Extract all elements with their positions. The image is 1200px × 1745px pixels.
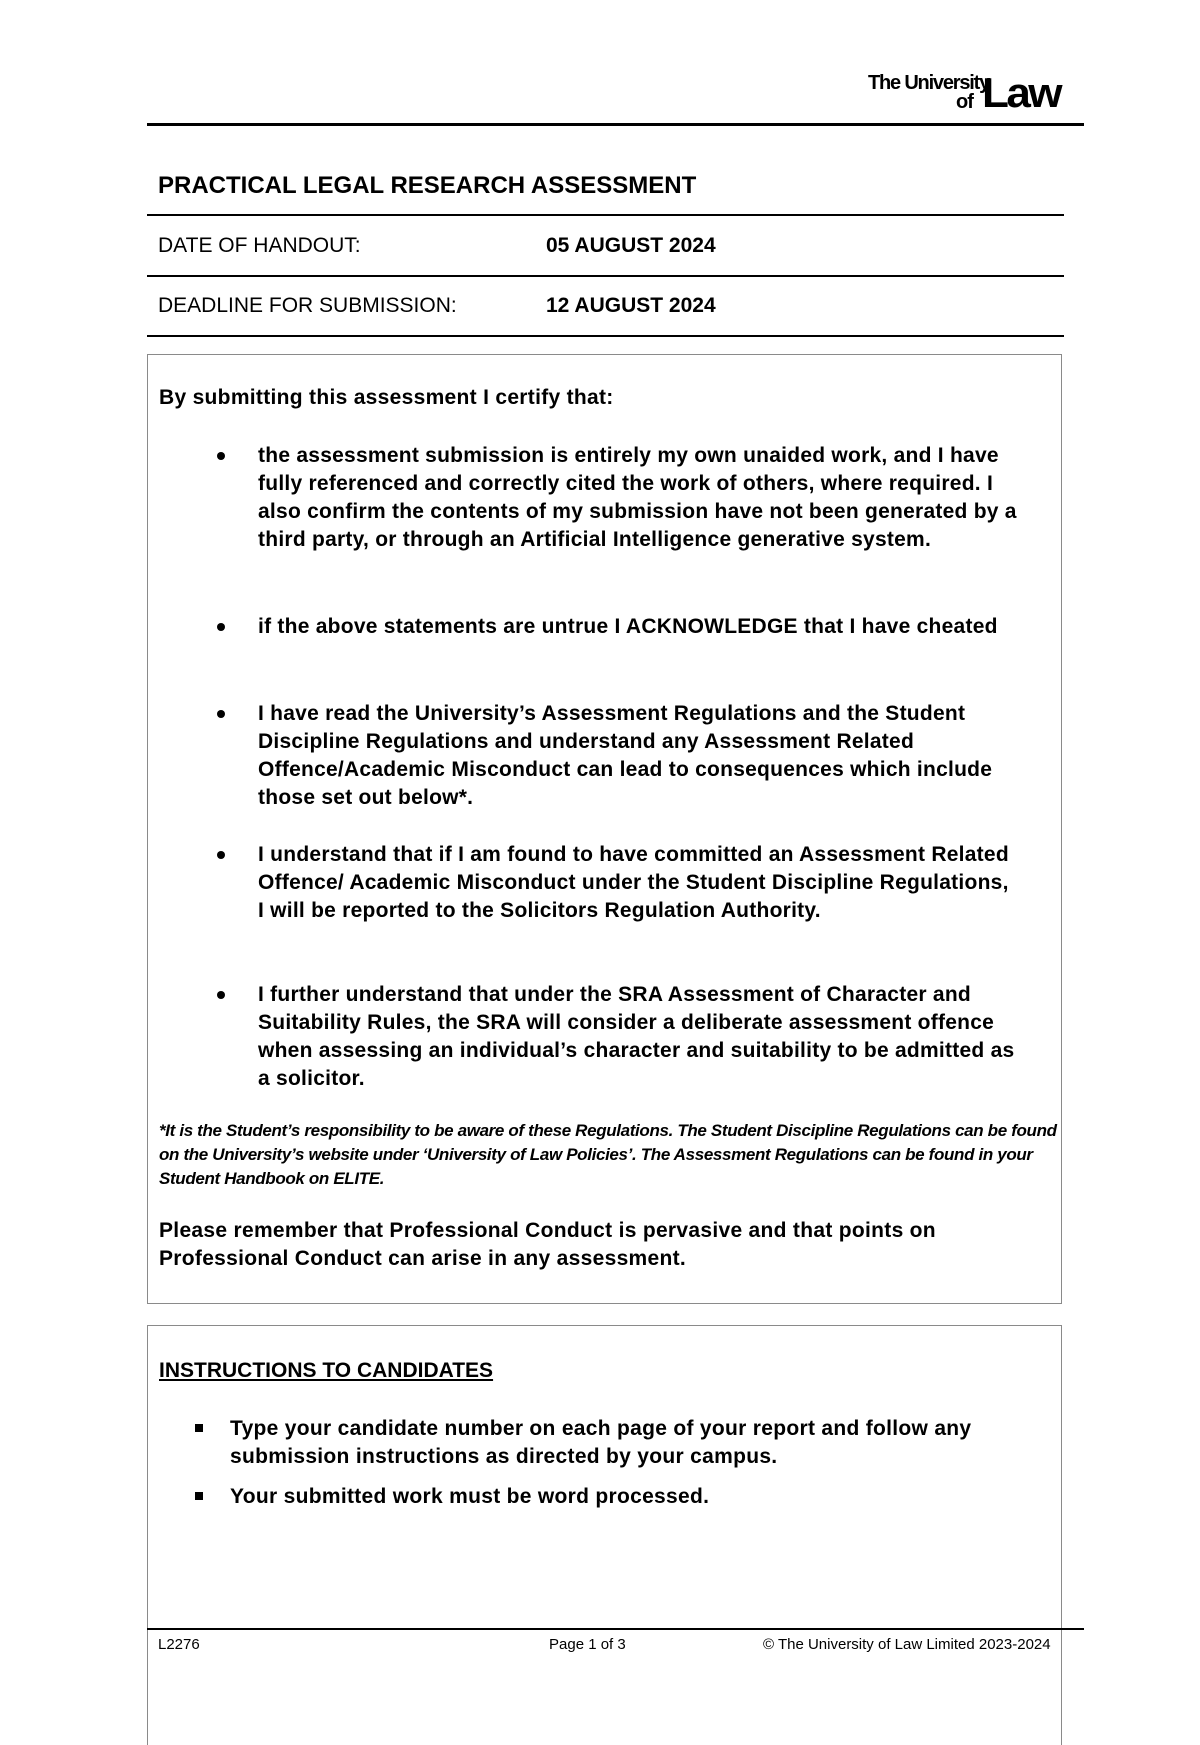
logo-line-2: of (956, 91, 973, 113)
date-divider (147, 275, 1064, 277)
list-item-text: I understand that if I am found to have committed an Assessment Related Offence/ Academic Misconduct under the Student Discipline Regulations, I will be reported to the Solicitors Regulation Authority. (258, 843, 1009, 922)
page-number: Page 1 of 3 (549, 1636, 626, 1653)
header-divider (147, 123, 1084, 126)
list-item-text: I have read the University’s Assessment Regulations and the Student Discipline Regulations and understand any Assessment Related Offence/Academic Misconduct can lead to consequences which include those set out below*. (258, 702, 993, 809)
university-logo (868, 69, 1078, 116)
bullet-icon (217, 991, 225, 999)
document-code: L2276 (158, 1636, 200, 1653)
bullet-icon (217, 452, 225, 460)
page-title: PRACTICAL LEGAL RESEARCH ASSESSMENT (158, 172, 697, 199)
handout-date-value: 05 AUGUST 2024 (546, 234, 716, 257)
handout-date-label: DATE OF HANDOUT: (158, 234, 361, 257)
bullet-icon (217, 710, 225, 718)
deadline-label: DEADLINE FOR SUBMISSION: (158, 294, 457, 317)
list-item-text: Type your candidate number on each page of your report and follow any submission instructions as directed by your campus. (230, 1417, 972, 1468)
bullet-icon (217, 623, 225, 631)
deadline-divider (147, 335, 1064, 337)
square-bullet-icon (195, 1424, 203, 1432)
professional-conduct-reminder: Please remember that Professional Conduct is pervasive and that points on Professional Conduct can arise in any assessment. (159, 1219, 936, 1270)
logo-line-1: The University (868, 72, 990, 94)
bullet-icon (217, 851, 225, 859)
square-bullet-icon (195, 1492, 203, 1500)
instructions-title: INSTRUCTIONS TO CANDIDATES (159, 1359, 494, 1382)
list-item-text: Your submitted work must be word processed. (230, 1485, 710, 1508)
copyright: © The University of Law Limited 2023-2024 (763, 1636, 1051, 1653)
title-divider (147, 214, 1064, 216)
list-item-text: I further understand that under the SRA Assessment of Character and Suitability Rules, the SRA will consider a deliberate assessment offence when assessing an individual’s character and suitability to be admitted as a solicitor. (258, 983, 1015, 1090)
list-item-text: if the above statements are untrue I ACKNOWLEDGE that I have cheated (258, 615, 998, 638)
list-item-text: the assessment submission is entirely my own unaided work, and I have fully referenced and correctly cited the work of others, where required. I also confirm the contents of my submission have not been generated by a third party, or through an Artificial Intelligence generative system. (258, 444, 1017, 551)
logo-line-3: Law (982, 69, 1060, 116)
regulations-note: *It is the Student’s responsibility to be aware of these Regulations. The Student Discipline Regulations can be found on the University’s website under ‘University of Law Policies’. The Assessment Regulations can be found in your Student Handbook on ELITE. (159, 1121, 1057, 1188)
instructions-box (147, 1325, 1062, 1745)
certification-box (147, 354, 1062, 1304)
footer-divider (147, 1628, 1084, 1630)
certification-intro: By submitting this assessment I certify that: (159, 386, 614, 409)
deadline-value: 12 AUGUST 2024 (546, 294, 716, 317)
